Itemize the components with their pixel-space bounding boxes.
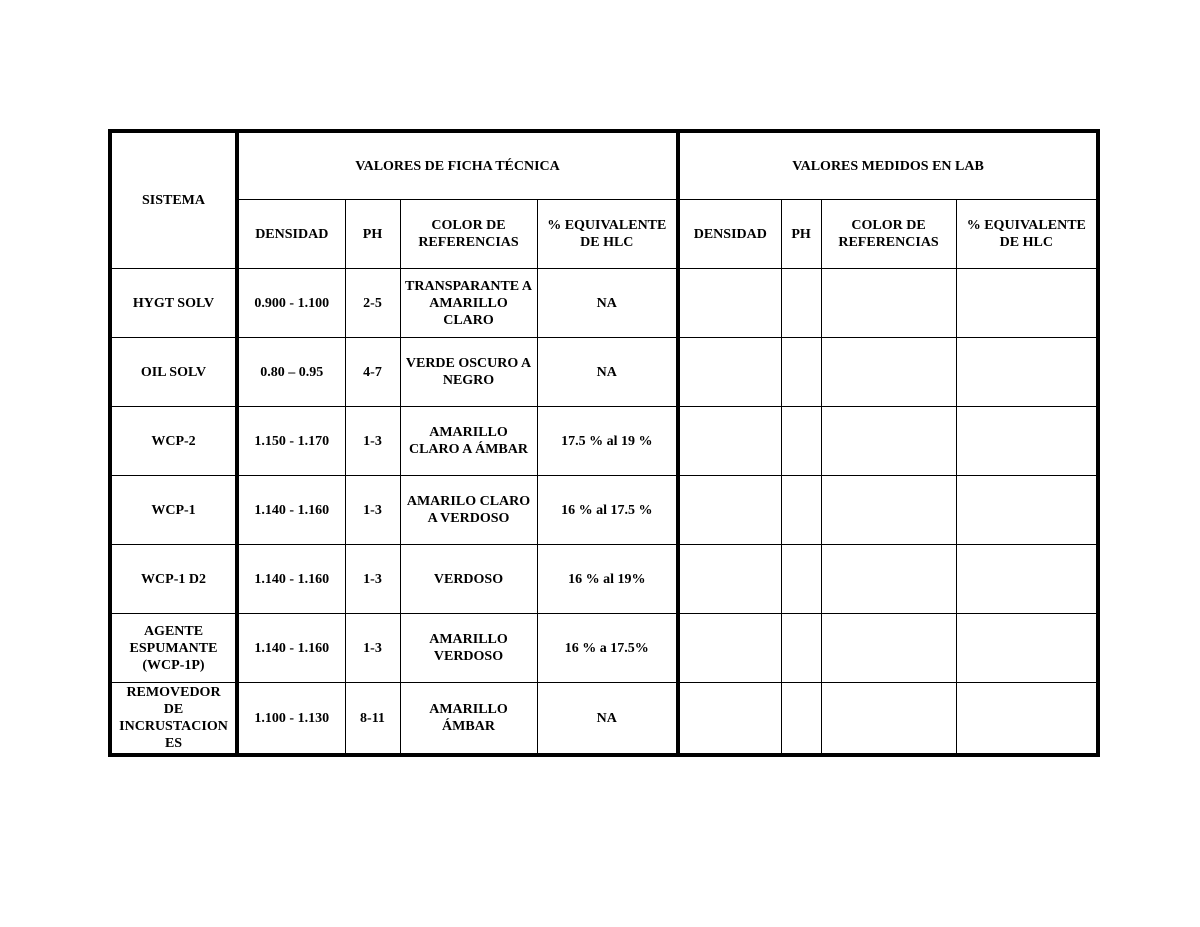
cell-lab-equivalente (956, 476, 1098, 545)
table-row (110, 269, 1098, 338)
cell-color: VERDOSO (400, 545, 537, 614)
cell-lab-densidad (678, 614, 781, 683)
cell-densidad: 1.140 - 1.160 (237, 476, 345, 545)
cell-ph: 1-3 (345, 476, 400, 545)
cell-lab-densidad (678, 269, 781, 338)
cell-sistema: WCP-1 (110, 476, 237, 545)
cell-lab-equivalente (956, 338, 1098, 407)
table-row (110, 683, 1098, 756)
cell-sistema: REMOVEDOR DE INCRUSTACIONES (110, 683, 237, 756)
cell-lab-equivalente (956, 614, 1098, 683)
cell-ph: 1-3 (345, 614, 400, 683)
cell-sistema: WCP-2 (110, 407, 237, 476)
cell-lab-color (821, 614, 956, 683)
cell-sistema: WCP-1 D2 (110, 545, 237, 614)
cell-lab-densidad (678, 338, 781, 407)
cell-equivalente: 17.5 % al 19 % (537, 407, 678, 476)
cell-equivalente: 16 % al 17.5 % (537, 476, 678, 545)
header-lab-densidad: DENSIDAD (678, 200, 781, 269)
cell-lab-ph (781, 269, 821, 338)
cell-equivalente: NA (537, 269, 678, 338)
cell-sistema: HYGT SOLV (110, 269, 237, 338)
cell-lab-color (821, 683, 956, 756)
cell-lab-color (821, 545, 956, 614)
specifications-table (108, 129, 1100, 757)
table-row (110, 476, 1098, 545)
cell-lab-equivalente (956, 269, 1098, 338)
cell-lab-equivalente (956, 545, 1098, 614)
cell-lab-color (821, 476, 956, 545)
cell-ph: 8-11 (345, 683, 400, 756)
cell-ph: 2-5 (345, 269, 400, 338)
cell-lab-equivalente (956, 407, 1098, 476)
cell-densidad: 1.140 - 1.160 (237, 545, 345, 614)
cell-ph: 1-3 (345, 545, 400, 614)
table-row (110, 545, 1098, 614)
header-group-medidos-lab: VALORES MEDIDOS EN LAB (678, 131, 1098, 200)
cell-sistema: AGENTE ESPUMANTE (WCP-1P) (110, 614, 237, 683)
cell-lab-ph (781, 407, 821, 476)
cell-lab-ph (781, 476, 821, 545)
cell-lab-color (821, 338, 956, 407)
cell-sistema: OIL SOLV (110, 338, 237, 407)
header-ficha-equivalente: % EQUIVALENTE DE HLC (537, 200, 678, 269)
cell-densidad: 1.100 - 1.130 (237, 683, 345, 756)
header-lab-equivalente: % EQUIVALENTE DE HLC (956, 200, 1098, 269)
cell-lab-color (821, 269, 956, 338)
table-row (110, 338, 1098, 407)
cell-color: AMARILLO VERDOSO (400, 614, 537, 683)
cell-lab-densidad (678, 407, 781, 476)
cell-color: AMARILLO ÁMBAR (400, 683, 537, 756)
cell-lab-densidad (678, 545, 781, 614)
header-lab-color: COLOR DE REFERENCIAS (821, 200, 956, 269)
header-ficha-ph: PH (345, 200, 400, 269)
header-sistema: SISTEMA (110, 131, 237, 269)
header-lab-ph: PH (781, 200, 821, 269)
table-row (110, 614, 1098, 683)
cell-color: AMARILLO CLARO A ÁMBAR (400, 407, 537, 476)
header-ficha-color: COLOR DE REFERENCIAS (400, 200, 537, 269)
cell-ph: 4-7 (345, 338, 400, 407)
cell-color: AMARILO CLARO A VERDOSO (400, 476, 537, 545)
cell-lab-ph (781, 338, 821, 407)
cell-lab-ph (781, 545, 821, 614)
cell-color: VERDE OSCURO A NEGRO (400, 338, 537, 407)
cell-ph: 1-3 (345, 407, 400, 476)
cell-lab-ph (781, 614, 821, 683)
cell-densidad: 1.140 - 1.160 (237, 614, 345, 683)
cell-densidad: 1.150 - 1.170 (237, 407, 345, 476)
cell-densidad: 0.80 – 0.95 (237, 338, 345, 407)
header-ficha-densidad: DENSIDAD (237, 200, 345, 269)
header-group-ficha-tecnica: VALORES DE FICHA TÉCNICA (237, 131, 678, 200)
cell-equivalente: NA (537, 683, 678, 756)
cell-color: TRANSPARANTE A AMARILLO CLARO (400, 269, 537, 338)
cell-lab-equivalente (956, 683, 1098, 756)
cell-densidad: 0.900 - 1.100 (237, 269, 345, 338)
cell-lab-densidad (678, 683, 781, 756)
table-row (110, 407, 1098, 476)
cell-equivalente: 16 % al 19% (537, 545, 678, 614)
cell-equivalente: 16 % a 17.5% (537, 614, 678, 683)
cell-lab-ph (781, 683, 821, 756)
cell-lab-densidad (678, 476, 781, 545)
cell-lab-color (821, 407, 956, 476)
cell-equivalente: NA (537, 338, 678, 407)
